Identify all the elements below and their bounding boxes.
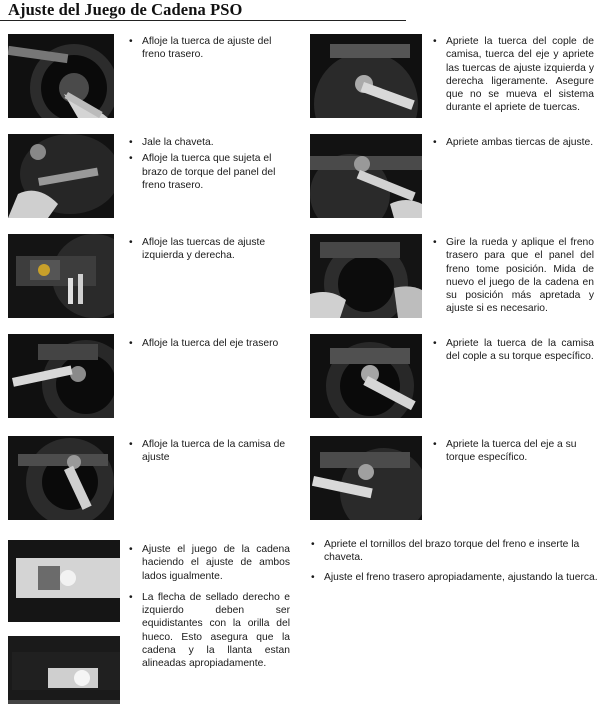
list-item <box>128 337 290 350</box>
step-text: Apriete la tuerca del eje a su torque específico. <box>446 439 577 464</box>
final-step-list <box>310 538 598 589</box>
page-title: Ajuste del Juego de Cadena PSO <box>8 0 243 19</box>
torque-axle-nut-photo <box>310 436 422 520</box>
list-item <box>432 438 594 465</box>
bullet-glyph: • <box>129 237 133 248</box>
step-text: Jale la chaveta. <box>142 137 214 148</box>
bullet-glyph: • <box>129 591 133 603</box>
bullet-glyph: • <box>311 539 315 550</box>
list-item <box>128 591 290 671</box>
title-underline <box>0 20 406 21</box>
bullet-glyph: • <box>129 36 133 47</box>
step-text: Apriete la tuerca del cople de camisa, tuerca del eje y apriete las tuercas de ajuste izquierda y derecha ligeramente. Asegure que no se mueva el sistema durante el apriete de tuercas. <box>446 36 594 114</box>
step-text: Apriete la tuerca de la camisa del cople a su torque específico. <box>446 338 594 363</box>
list-item <box>128 438 290 465</box>
step-list-4 <box>128 337 290 355</box>
tighten-adjusting-nuts-photo <box>310 134 422 218</box>
step-text: Afloje la tuerca de la camisa de ajuste <box>142 439 286 464</box>
left-right-adjusting-nuts-photo <box>8 234 114 318</box>
list-item <box>310 538 598 565</box>
step-list-9 <box>432 236 594 321</box>
step-list-7 <box>432 35 594 120</box>
bullet-glyph: • <box>129 338 133 349</box>
rotate-wheel-brake-photo <box>310 234 422 318</box>
list-item <box>432 35 594 115</box>
step-text: Ajuste el juego de la cadena haciendo el ajuste de ambos lados igualmente. <box>142 544 290 582</box>
list-item <box>128 543 290 583</box>
step-text: Ajuste el freno trasero apropiadamente, ajustando la tuerca. <box>324 571 598 583</box>
list-item <box>310 571 598 584</box>
bullet-glyph: • <box>311 571 315 583</box>
list-item <box>128 152 290 192</box>
step-text: Afloje la tuerca del eje trasero <box>142 338 279 349</box>
bullet-glyph: • <box>129 137 133 148</box>
bullet-glyph: • <box>129 439 133 450</box>
list-item <box>432 236 594 316</box>
bullet-glyph: • <box>433 36 437 47</box>
alignment-marks-photo <box>8 540 120 704</box>
step-list-5 <box>128 438 290 470</box>
cotter-pin-torque-arm-photo <box>8 134 114 218</box>
list-item <box>128 35 290 62</box>
step-text: Gire la rueda y aplique el freno trasero para que el panel del freno tome posición. Mida de nuevo el juego de la cadena en su posición más apretada y ajuste si es necesario. <box>446 237 594 315</box>
step-list-11 <box>432 438 594 470</box>
step-text: Apriete el tornillos del brazo torque del freno e inserte la chaveta. <box>324 539 580 564</box>
list-item <box>128 236 290 263</box>
coupling-sleeve-nut-photo <box>310 34 422 118</box>
step-list-10 <box>432 337 594 369</box>
list-item <box>128 136 290 149</box>
step-list-8 <box>432 136 594 154</box>
bullet-glyph: • <box>129 153 133 165</box>
bullet-glyph: • <box>433 439 437 450</box>
bullet-glyph: • <box>433 338 437 349</box>
bullet-glyph: • <box>433 237 437 248</box>
list-item <box>432 136 594 149</box>
step-list-1 <box>128 35 290 67</box>
step-text: Afloje las tuercas de ajuste izquierda y derecha. <box>142 237 266 262</box>
bullet-glyph: • <box>433 137 437 148</box>
rear-brake-adjusting-nut-photo <box>8 34 114 118</box>
adjusting-sleeve-nut-photo <box>8 436 114 520</box>
bullet-glyph: • <box>129 544 133 555</box>
step-text: Apriete ambas tiercas de ajuste. <box>446 137 594 148</box>
step-list-2 <box>128 136 290 197</box>
rear-axle-nut-photo <box>8 334 114 418</box>
step-text: Afloje la tuerca de ajuste del freno trasero. <box>142 36 272 61</box>
torque-sleeve-nut-photo <box>310 334 422 418</box>
list-item <box>432 337 594 364</box>
step-text: La flecha de sellado derecho e izquierdo deben ser equidistantes con la orilla del hueco. Esto asegura que la cadena y la llanta estan alineadas apropiadamente. <box>142 591 290 670</box>
step-text: Afloje la tuerca que sujeta el brazo de torque del panel del freno trasero. <box>142 153 276 191</box>
step-list-6 <box>128 543 290 676</box>
step-list-3 <box>128 236 290 268</box>
